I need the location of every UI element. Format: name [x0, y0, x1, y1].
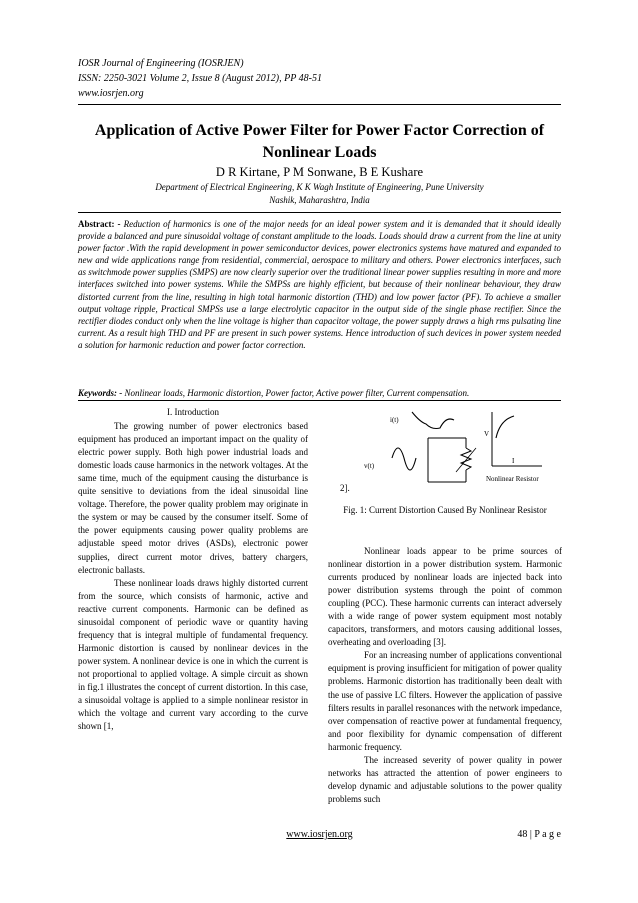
- sinusoidal-voltage-waveform: [392, 448, 416, 470]
- figure-label-V: V: [484, 430, 490, 438]
- footer-url[interactable]: www.iosrjen.org: [286, 829, 353, 840]
- figure-label-v: v(t): [364, 462, 375, 470]
- citation-continuation: 2].: [340, 483, 350, 493]
- figure-1-diagram: [328, 408, 562, 488]
- page-number: 48 | P a g e: [517, 829, 561, 840]
- figure-label-resistor: Nonlinear Resistor: [486, 475, 539, 483]
- keywords-label: Keywords: -: [78, 388, 123, 398]
- affiliation-department: Department of Electrical Engineering, K K Wagh Institute of Engineering, Pune University: [155, 182, 484, 192]
- keywords: [78, 387, 561, 399]
- journal-name: IOSR Journal of Engineering (IOSRJEN): [78, 58, 244, 69]
- intro-paragraph-3: Nonlinear loads appear to be prime sources of nonlinear distortion in a power distribution system. Harmonic currents produced by nonlinear loads are injected back into power distribution systems through the point of common coupling (PCC). These harmonic currents can interact adversely with a wide range of power system equipment most notably capacitors, transformers, and motors causing additional losses, overheating and overloading [3].: [328, 546, 562, 648]
- intro-paragraph-1: The growing number of power electronics based equipment has produced an important impact on the quality of electric power supply. Both high power industrial loads and domestic loads cause harmonics in the network voltages. At the same time, much of the equipment causing the disturbance is quite sensitive to deviations from the ideal sinusoidal line voltage. Therefore, the power quality problem may originate in the system or may be caused by the consumer itself. Some of the power equipments causing power quality problems are adjustable speed motor drives (ASDs), electronic power supplies, direct current motor drives, battery chargers, electronic ballasts.: [78, 421, 308, 575]
- left-column: [78, 406, 308, 733]
- intro-paragraph-5: The increased severity of power quality in power networks has attracted the attention of power engineers to develop dynamic and adjustable solutions to the power quality problems such: [328, 754, 562, 804]
- paper-title: Application of Active Power Filter for Power Factor Correction of Nonlinear Loads: [94, 122, 545, 161]
- abstract-text: Reduction of harmonics is one of the major needs for an ideal power system and it is demanded that it should ideally provide a balanced and pure sinusoidal voltage of constant amplitude to the loads. Loads should draw a current from the line at unity power factor .With the rapid development in power semiconductor devices, power electronics systems have matured and expanded to new and wide applications range from residential, commercial, aerospace to military and others. Power electronics interfaces, such as switchmode power supplies (SMPS) are now clearly superior over the traditional linear power supplies resulting in more and more interfaces switched into power systems. While the SMPSs are highly efficient, but because of their nonlinear behaviour, they draw distorted current from the line, resulting in high total harmonic distortion (THD) and low power factor (PF). To achieve a smaller output voltage ripple, Practical SMPSs use a large electrolytic capacitor in the output side of the single phase rectifier. Since the rectifier diodes conduct only when the line voltage is higher than capacitor voltage, the power supply draws a high rms pulsating line current. As a result high THD and PF are present in such power systems. Hence introduction of such devices in power system needed a solution for harmonic reduction and power factor correction.: [78, 219, 561, 350]
- figure-label-I: I: [512, 457, 515, 465]
- intro-paragraph-2: These nonlinear loads draws highly distorted current from the source, which consists of harmonic, active and reactive current components. Harmonic can be defined as sinusoidal component of periodic wave or quantity having frequency that is integral multiple of fundamental frequency. Harmonic distortion is caused by nonlinear devices in the power system. A nonlinear device is one in which the current is not proportional to applied voltage. A simple circuit as shown in fig.1 illustrates the concept of current distortion. In this case, a sinusoidal voltage is applied to a simple nonlinear resistor in which the voltage and current vary according to the curve shown [1,: [78, 577, 308, 732]
- figure-label-i: i(t): [390, 416, 399, 424]
- keywords-text: Nonlinear loads, Harmonic distortion, Power factor, Active power filter, Current compensation.: [122, 388, 470, 398]
- abstract: [78, 218, 561, 351]
- journal-issn: ISSN: 2250-3021 Volume 2, Issue 8 (August 2012), PP 48-51: [78, 73, 322, 84]
- affiliation-location: Nashik, Maharashtra, India: [269, 195, 370, 205]
- distorted-current-waveform: [412, 412, 454, 429]
- resistor-zigzag: [461, 448, 471, 470]
- right-column: [328, 545, 562, 806]
- vi-curve: [496, 416, 514, 438]
- page-footer: [78, 829, 561, 843]
- journal-header: [78, 56, 558, 101]
- header-rule: [78, 104, 561, 105]
- resistor-variable-arrow: [456, 448, 476, 472]
- paper-authors: D R Kirtane, P M Sonwane, B E Kushare: [215, 165, 424, 179]
- figure-1-caption: Fig. 1: Current Distortion Caused By Nonlinear Resistor: [343, 505, 547, 515]
- abstract-label: Abstract: -: [78, 219, 121, 229]
- section-heading: I. Introduction: [167, 407, 219, 417]
- abstract-rule: [78, 212, 561, 213]
- author-affiliation: [78, 181, 561, 207]
- intro-paragraph-4: For an increasing number of applications conventional equipment is proving insufficient for mitigation of power quality problems. Harmonic distortion has traditionally been dealt with the use of passive LC filters. However the application of passive filters results in parallel resonances with the network impedance, over compensation of reactive power at fundamental frequency, and poor flexibility for dynamic compensation of different harmonic frequency.: [328, 650, 562, 752]
- keywords-rule: [78, 400, 561, 401]
- journal-website: www.iosrjen.org: [78, 88, 144, 99]
